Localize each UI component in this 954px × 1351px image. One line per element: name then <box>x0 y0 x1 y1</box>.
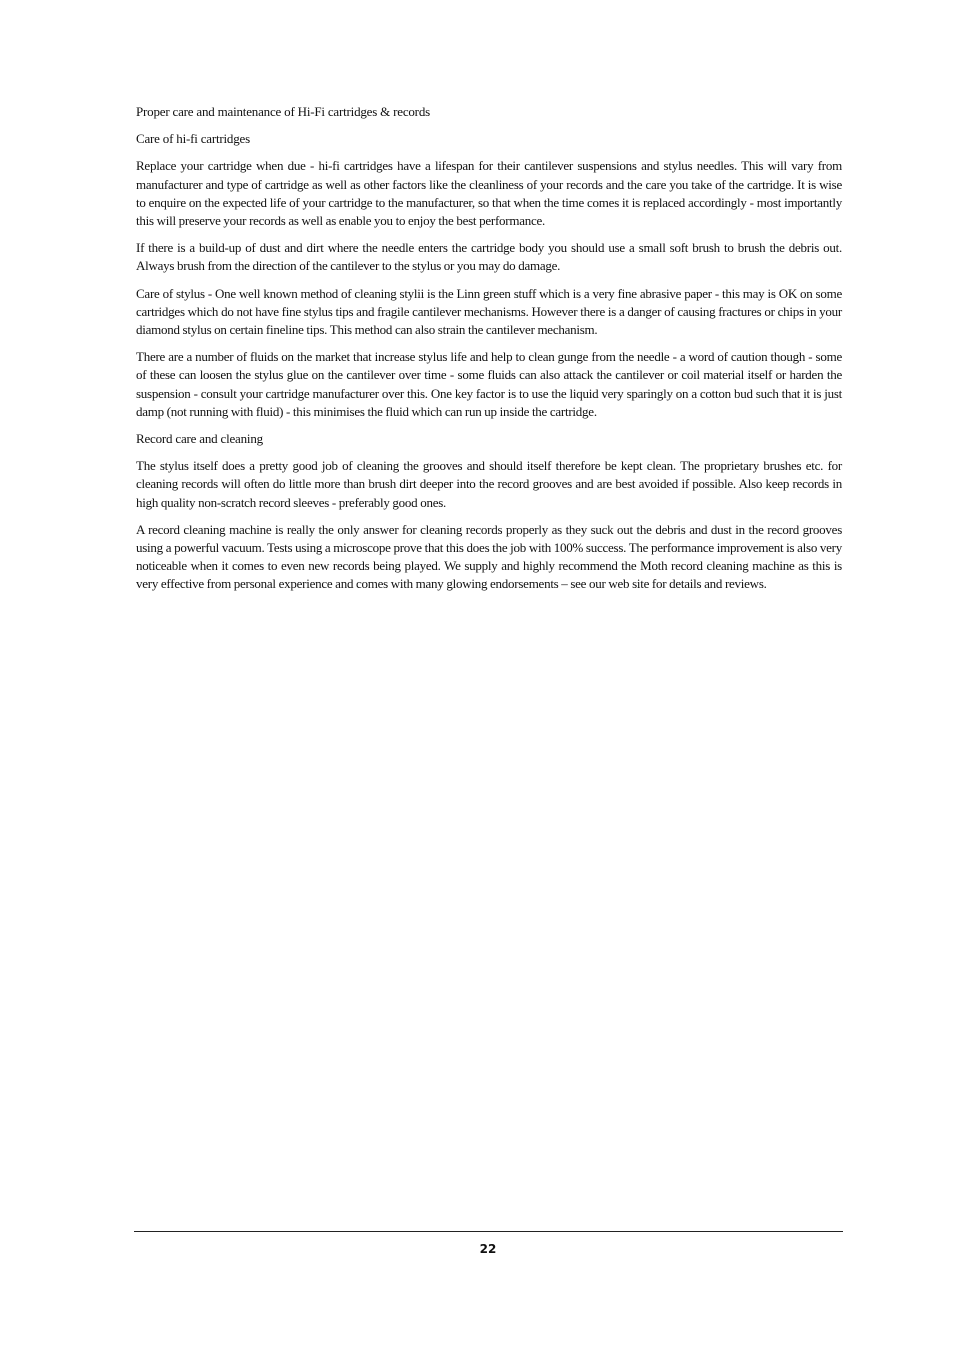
paragraph: Replace your cartridge when due - hi-fi cartridges have a lifespan for their cantilever suspensions and stylus needles. This will vary from manufacturer and type of cartridge as well as other factors like the cleanliness of your records and the care you take of the cartridge. It is wise to enquire on the expected life of your cartridge to the manufacturer, so that when the time comes it is replaced accordingly - most importantly this will preserve your records as well as enable you to enjoy the best performance. <box>136 158 842 229</box>
paragraph: A record cleaning machine is really the only answer for cleaning records properly as they suck out the debris and dust in the record grooves using a powerful vacuum. Tests using a microscope prove that this does the job with 100% success. The performance improvement is also very noticeable when it comes to even new records being played. We supply and highly recommend the Moth record cleaning machine as this is very effective from personal experience and comes with many glowing endorsements – see our web site for details and reviews. <box>136 521 842 592</box>
footer-divider <box>134 1231 843 1232</box>
page-number: 22 <box>479 1242 497 1256</box>
page-content <box>136 103 842 603</box>
paragraph: There are a number of fluids on the market that increase stylus life and help to clean gunge from the needle - a word of caution though - some of these can loosen the stylus glue on the cantilever over time - some fluids can also attack the cantilever or coil material itself or harden the suspension - consult your cartridge manufacturer over this. One key factor is to use the liquid very sparingly on a cotton bud such that it is just damp (not running with fluid) - this minimises the fluid which can run up inside the cartridge. <box>136 349 842 419</box>
paragraph: Care of stylus - One well known method of cleaning stylii is the Linn green stuff which is a very fine abrasive paper - this may is OK on some cartridges which do not have fine stylus tips and fragile cantilever mechanisms. However there is a danger of causing fractures or chips in your diamond stylus on certain fineline tips. This method can also strain the cantilever mechanism. <box>136 285 842 338</box>
document-title: Proper care and maintenance of Hi-Fi cartridges & records <box>136 104 430 119</box>
section-heading-cartridges: Care of hi-fi cartridges <box>136 131 250 147</box>
section-heading-records: Record care and cleaning <box>136 431 263 447</box>
paragraph: The stylus itself does a pretty good job of cleaning the grooves and should itself therefore be kept clean. The proprietary brushes etc. for cleaning records will often do little more than brush dirt deeper into the record grooves and are best avoided if possible. Also keep records in high quality non-scratch record sleeves - preferably good ones. <box>136 458 842 510</box>
paragraph: If there is a build-up of dust and dirt where the needle enters the cartridge body you should use a small soft brush to brush the debris out. Always brush from the direction of the cantilever to the stylus or you may do damage. <box>136 240 842 274</box>
